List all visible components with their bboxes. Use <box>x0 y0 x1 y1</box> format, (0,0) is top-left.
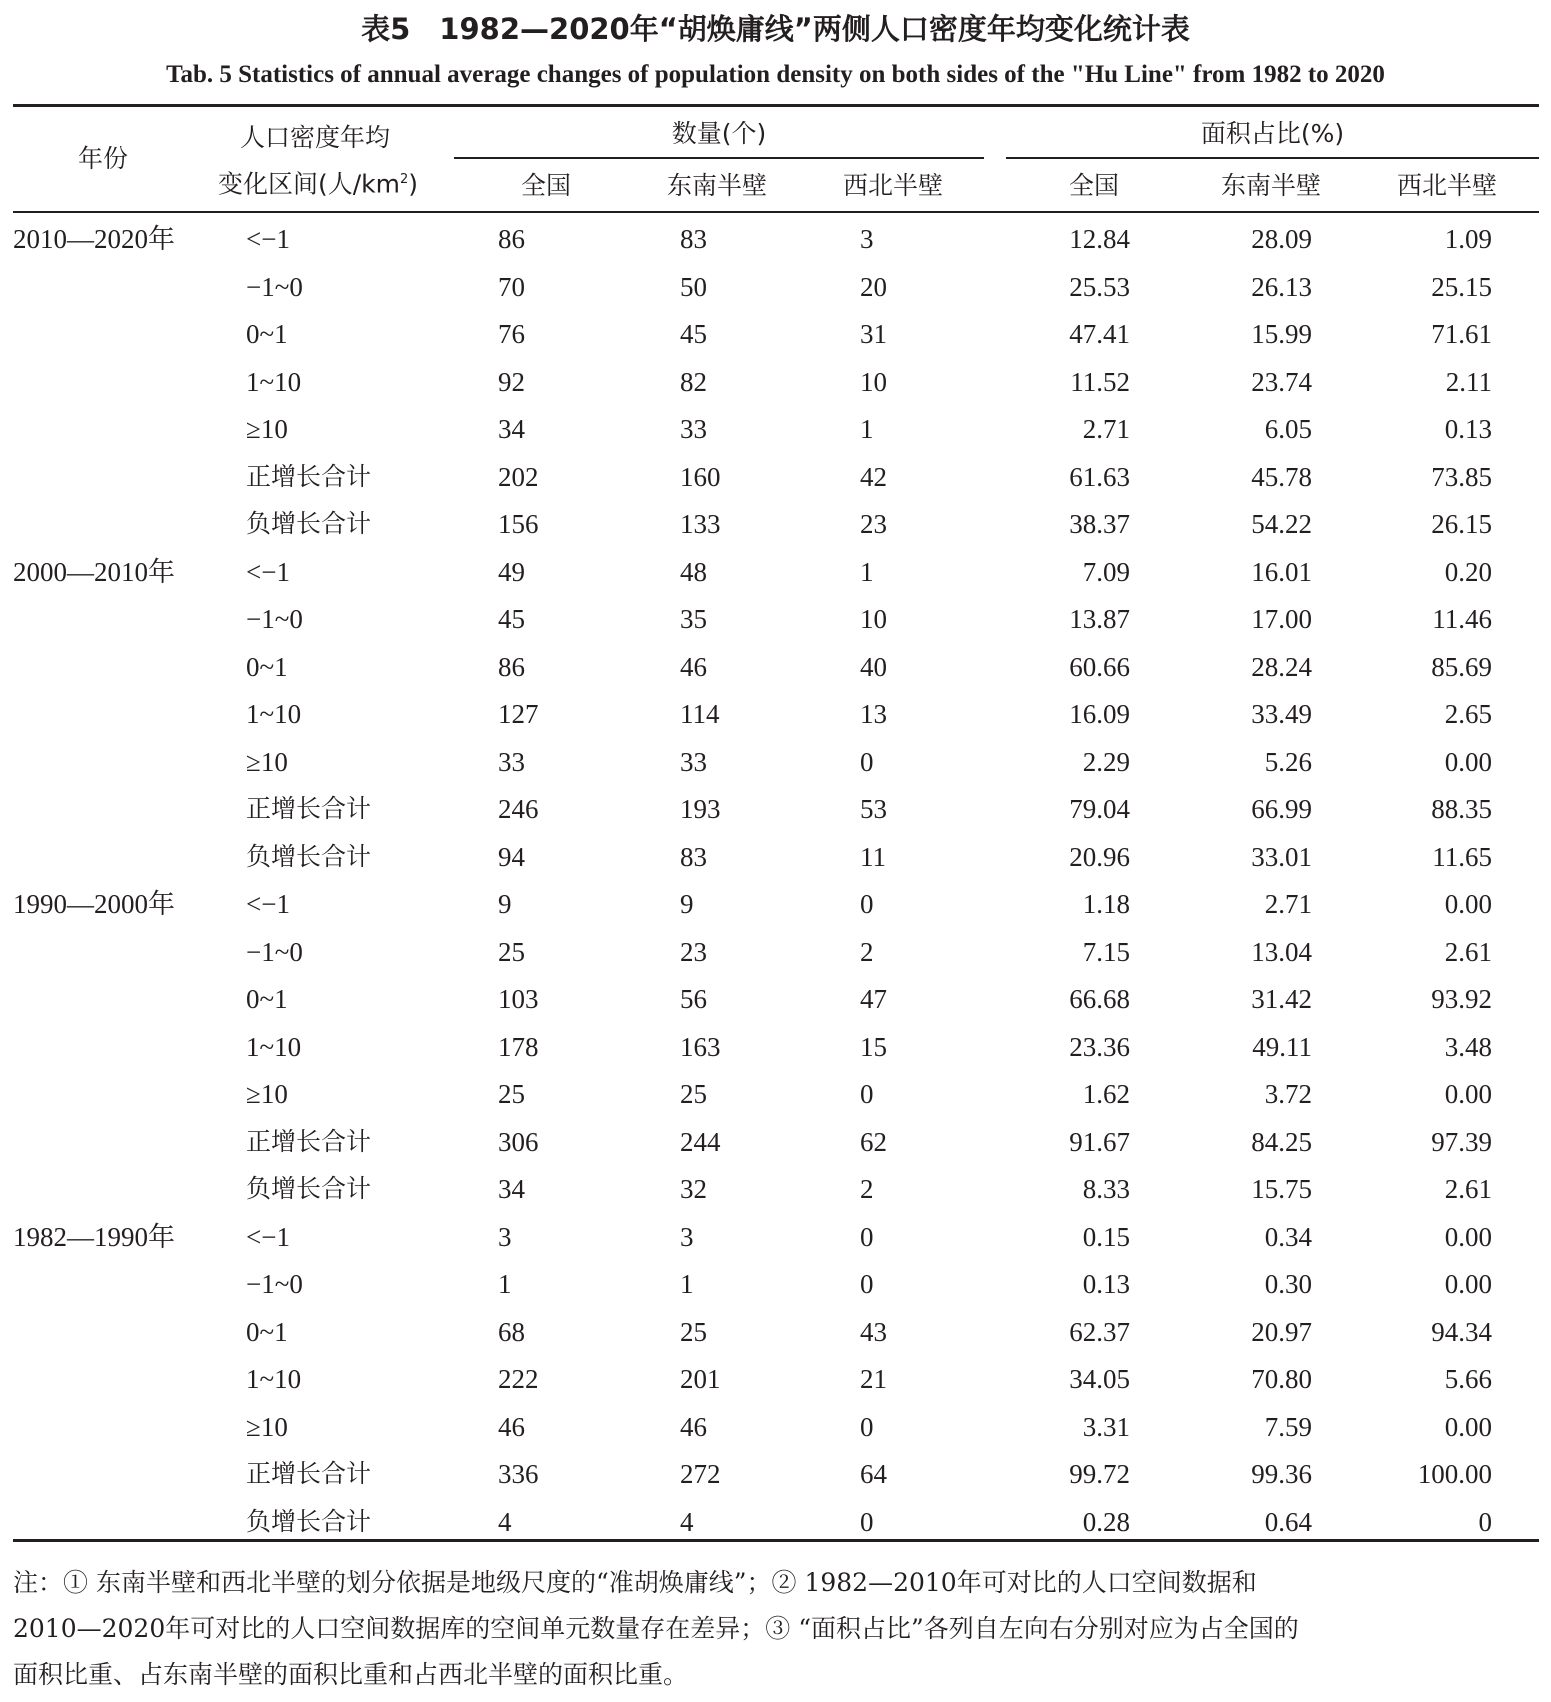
row-value: 2.61 <box>1444 1174 1492 1204</box>
row-value: 160 <box>680 461 721 492</box>
header-interval-text: 变化区间(人/km <box>218 169 401 199</box>
row-interval: 正增长合计 <box>246 1126 372 1156</box>
row-value: 45 <box>498 604 525 634</box>
row-value: 33 <box>680 414 707 444</box>
row-value: 2 <box>860 1174 874 1204</box>
row-value: 66.99 <box>1251 794 1312 824</box>
row-value: 16.09 <box>1069 699 1130 729</box>
row-value: 25 <box>498 1079 525 1109</box>
row-value: 31.42 <box>1251 984 1312 1014</box>
row-value: 28.09 <box>1251 224 1312 254</box>
row-value: 1 <box>860 414 874 444</box>
row-interval: 0~1 <box>246 1316 288 1347</box>
row-value: 4 <box>680 1506 694 1537</box>
row-interval: 1~10 <box>246 1031 302 1062</box>
row-value: 4 <box>498 1506 512 1537</box>
row-value: 64 <box>860 1459 887 1489</box>
note-line-2: 2010—2020年可对比的人口空间数据库的空间单元数量存在差异；③ “面积占比”各列自左向右分别对应为占全国的 <box>13 1614 1299 1643</box>
row-value: 34.05 <box>1069 1364 1130 1394</box>
row-value: 3 <box>860 224 874 254</box>
row-value: 2.65 <box>1444 699 1492 729</box>
row-value: 0.00 <box>1444 1411 1492 1442</box>
row-value: 28.24 <box>1251 651 1312 682</box>
row-interval: −1~0 <box>246 271 303 302</box>
row-value: 26.13 <box>1251 271 1312 302</box>
row-value: 3 <box>498 1221 512 1252</box>
row-value: 127 <box>498 699 539 729</box>
row-value: 97.39 <box>1431 1126 1492 1157</box>
header-sub-area-national: 全国 <box>1068 171 1119 200</box>
row-value: 0.15 <box>1082 1221 1130 1252</box>
row-value: 5.66 <box>1444 1364 1492 1394</box>
row-value: 7.59 <box>1264 1411 1312 1442</box>
row-interval: 0~1 <box>246 319 288 349</box>
row-interval: 负增长合计 <box>246 841 372 871</box>
row-value: 99.36 <box>1251 1459 1312 1489</box>
row-value: 1 <box>680 1269 694 1299</box>
row-value: 25 <box>680 1079 707 1109</box>
row-value: 13.87 <box>1069 604 1130 634</box>
header-interval-close: ) <box>408 169 419 199</box>
row-interval: ≥10 <box>246 746 288 777</box>
row-value: 54.22 <box>1251 509 1312 539</box>
row-value: 11.52 <box>1070 366 1130 397</box>
header-sub-area-northwest: 西北半壁 <box>1396 171 1497 200</box>
row-value: 23.36 <box>1069 1031 1130 1062</box>
row-value: 15 <box>860 1031 887 1062</box>
row-value: 82 <box>680 366 707 397</box>
row-value: 0.13 <box>1444 414 1492 444</box>
row-value: 16.01 <box>1251 556 1312 587</box>
row-value: 94 <box>498 841 525 872</box>
header-sub-area-southeast: 东南半壁 <box>1220 171 1321 200</box>
row-value: 306 <box>498 1126 539 1157</box>
row-value: 33.49 <box>1251 699 1312 729</box>
row-value: 60.66 <box>1069 651 1130 682</box>
row-year: 1982—1990年 <box>13 1221 175 1252</box>
row-value: 85.69 <box>1431 651 1492 682</box>
row-value: 3 <box>680 1221 694 1252</box>
row-value: 25.53 <box>1069 271 1130 302</box>
row-value: 26.15 <box>1431 509 1492 539</box>
row-value: 272 <box>680 1459 721 1489</box>
row-value: 0.00 <box>1444 889 1492 919</box>
row-interval: 1~10 <box>246 1364 302 1394</box>
header-count-group: 数量(个) <box>671 119 767 148</box>
row-value: 1.09 <box>1444 224 1492 254</box>
row-value: 15.99 <box>1251 319 1312 349</box>
row-value: 84.25 <box>1251 1126 1312 1157</box>
row-interval: <−1 <box>246 224 290 254</box>
row-value: 23.74 <box>1251 366 1312 397</box>
row-interval: 0~1 <box>246 984 288 1014</box>
area-group-rule <box>1006 157 1539 159</box>
row-value: 246 <box>498 794 539 824</box>
row-value: 45 <box>680 319 707 349</box>
row-interval: 负增长合计 <box>246 1174 372 1203</box>
row-interval: 负增长合计 <box>246 509 372 538</box>
row-value: 0.64 <box>1264 1506 1312 1537</box>
row-interval: 0~1 <box>246 651 288 682</box>
header-bottom-rule <box>13 211 1539 213</box>
row-year: 1990—2000年 <box>13 889 175 919</box>
row-value: 48 <box>680 556 707 587</box>
row-year: 2010—2020年 <box>13 224 175 254</box>
row-value: 15.75 <box>1251 1174 1312 1204</box>
row-value: 79.04 <box>1069 794 1130 824</box>
row-value: 53 <box>860 794 887 824</box>
row-value: 46 <box>498 1411 525 1442</box>
row-value: 33 <box>498 746 525 777</box>
row-value: 25.15 <box>1431 271 1492 302</box>
row-value: 3.31 <box>1082 1411 1130 1442</box>
row-value: 66.68 <box>1069 984 1130 1014</box>
row-value: 43 <box>860 1316 887 1347</box>
row-value: 70.80 <box>1251 1364 1312 1394</box>
row-value: 46 <box>680 1411 707 1442</box>
header-year: 年份 <box>78 144 129 173</box>
row-value: 0.00 <box>1444 746 1492 777</box>
row-value: 2.11 <box>1445 366 1492 397</box>
row-value: 0 <box>860 1506 874 1537</box>
row-value: 92 <box>498 366 525 397</box>
row-value: 8.33 <box>1082 1174 1130 1204</box>
row-value: 83 <box>680 841 707 872</box>
row-value: 86 <box>498 224 525 254</box>
header-interval-line2 <box>218 160 418 204</box>
row-value: 336 <box>498 1459 539 1489</box>
row-value: 7.09 <box>1082 556 1130 587</box>
row-value: 47 <box>860 984 887 1014</box>
row-value: 1.18 <box>1082 889 1130 919</box>
row-value: 21 <box>860 1364 887 1394</box>
row-value: 62 <box>860 1126 887 1157</box>
row-value: 76 <box>498 319 525 349</box>
row-value: 13 <box>860 699 887 729</box>
row-value: 23 <box>860 509 887 539</box>
row-value: 7.15 <box>1082 936 1130 967</box>
row-value: 9 <box>498 889 512 919</box>
header-sub-count-southeast: 东南半壁 <box>666 171 767 200</box>
row-value: 83 <box>680 224 707 254</box>
note-line-3: 面积比重、占东南半壁的面积比重和占西北半壁的面积比重。 <box>13 1660 689 1689</box>
row-value: 10 <box>860 366 887 397</box>
row-value: 34 <box>498 1174 525 1204</box>
row-value: 10 <box>860 604 887 634</box>
row-value: 23 <box>680 936 707 967</box>
row-value: 0 <box>860 1221 874 1252</box>
row-value: 68 <box>498 1316 525 1347</box>
row-value: 71.61 <box>1431 319 1492 349</box>
row-value: 0 <box>860 889 874 919</box>
row-value: 1.62 <box>1082 1079 1130 1109</box>
row-value: 2.29 <box>1082 746 1130 777</box>
row-value: 88.35 <box>1431 794 1492 824</box>
row-value: 33 <box>680 746 707 777</box>
row-value: 93.92 <box>1431 984 1492 1014</box>
row-value: 3.48 <box>1444 1031 1492 1062</box>
row-value: 42 <box>860 461 887 492</box>
row-interval: ≥10 <box>246 414 288 444</box>
row-value: 9 <box>680 889 694 919</box>
row-value: 178 <box>498 1031 539 1062</box>
row-value: 32 <box>680 1174 707 1204</box>
row-value: 17.00 <box>1251 604 1312 634</box>
row-value: 62.37 <box>1069 1316 1130 1347</box>
row-value: 73.85 <box>1431 461 1492 492</box>
row-value: 193 <box>680 794 721 824</box>
row-year: 2000—2010年 <box>13 556 175 587</box>
row-interval: 1~10 <box>246 699 302 729</box>
row-interval: −1~0 <box>246 936 303 967</box>
row-interval: −1~0 <box>246 604 303 634</box>
row-value: 94.34 <box>1431 1316 1492 1347</box>
row-value: 0.20 <box>1444 556 1492 587</box>
row-value: 103 <box>498 984 539 1014</box>
row-interval: <−1 <box>246 1221 290 1252</box>
row-interval: ≥10 <box>246 1079 288 1109</box>
header-area-group: 面积占比(%) <box>1200 119 1345 148</box>
row-value: 156 <box>498 509 539 539</box>
header-interval-sup: 2 <box>400 172 409 187</box>
row-value: 12.84 <box>1069 224 1130 254</box>
row-value: 70 <box>498 271 525 302</box>
row-value: 222 <box>498 1364 539 1394</box>
row-value: 31 <box>860 319 887 349</box>
row-value: 45.78 <box>1251 461 1312 492</box>
row-value: 202 <box>498 461 539 492</box>
row-value: 11.46 <box>1432 604 1492 634</box>
header-interval-line1: 人口密度年均 <box>240 123 391 152</box>
header-sub-count-national: 全国 <box>520 171 571 200</box>
row-value: 11 <box>860 841 886 872</box>
row-value: 38.37 <box>1069 509 1130 539</box>
header-sub-count-northwest: 西北半壁 <box>842 171 943 200</box>
row-value: 6.05 <box>1264 414 1312 444</box>
row-value: 0 <box>860 1079 874 1109</box>
row-value: 1 <box>860 556 874 587</box>
note-line-1: 注：① 东南半壁和西北半壁的划分依据是地级尺度的“准胡焕庸线”；② 1982—2010年可对比的人口空间数据和 <box>13 1568 1257 1597</box>
row-value: 47.41 <box>1069 319 1130 349</box>
row-value: 35 <box>680 604 707 634</box>
row-value: 0 <box>860 1411 874 1442</box>
table-title-zh: 表5 1982—2020年“胡焕庸线”两侧人口密度年均变化统计表 <box>361 12 1190 46</box>
row-interval: 负增长合计 <box>246 1506 372 1536</box>
row-interval: 正增长合计 <box>246 794 372 823</box>
row-value: 11.65 <box>1432 841 1492 872</box>
row-value: 0 <box>860 1269 874 1299</box>
row-value: 100.00 <box>1417 1459 1492 1489</box>
row-interval: −1~0 <box>246 1269 303 1299</box>
row-value: 244 <box>680 1126 721 1157</box>
row-interval: <−1 <box>246 556 290 587</box>
row-value: 86 <box>498 651 525 682</box>
row-value: 163 <box>680 1031 721 1062</box>
row-value: 20.97 <box>1251 1316 1312 1347</box>
row-value: 13.04 <box>1251 936 1312 967</box>
row-value: 0 <box>860 746 874 777</box>
row-interval: ≥10 <box>246 1411 288 1442</box>
row-value: 46 <box>680 651 707 682</box>
row-interval: 正增长合计 <box>246 461 372 491</box>
row-value: 201 <box>680 1364 721 1394</box>
row-value: 33.01 <box>1251 841 1312 872</box>
row-value: 99.72 <box>1069 1459 1130 1489</box>
table-note <box>13 1560 1539 1698</box>
row-value: 2.71 <box>1082 414 1130 444</box>
row-value: 20 <box>860 271 887 302</box>
row-value: 91.67 <box>1069 1126 1130 1157</box>
row-interval: 正增长合计 <box>246 1459 372 1488</box>
row-value: 0.00 <box>1444 1079 1492 1109</box>
row-value: 0.00 <box>1444 1269 1492 1299</box>
row-value: 50 <box>680 271 707 302</box>
row-value: 0.00 <box>1444 1221 1492 1252</box>
row-value: 49 <box>498 556 525 587</box>
row-value: 1 <box>498 1269 512 1299</box>
row-value: 20.96 <box>1069 841 1130 872</box>
row-value: 40 <box>860 651 887 682</box>
row-value: 25 <box>680 1316 707 1347</box>
row-interval: 1~10 <box>246 366 302 397</box>
row-value: 3.72 <box>1264 1079 1312 1109</box>
row-value: 0.30 <box>1264 1269 1312 1299</box>
row-value: 0.34 <box>1264 1221 1312 1252</box>
row-value: 61.63 <box>1069 461 1130 492</box>
row-value: 34 <box>498 414 525 444</box>
table-title-en: Tab. 5 Statistics of annual average changes of population density on both sides of the "Hu Line" from 1982 to 2020 <box>166 61 1385 88</box>
row-value: 0.13 <box>1082 1269 1130 1299</box>
row-value: 2.71 <box>1264 889 1312 919</box>
top-rule <box>13 104 1539 107</box>
row-value: 49.11 <box>1252 1031 1312 1062</box>
row-value: 5.26 <box>1264 746 1312 777</box>
row-interval: <−1 <box>246 889 290 919</box>
row-value: 0.28 <box>1082 1506 1130 1537</box>
row-value: 133 <box>680 509 721 539</box>
row-value: 2.61 <box>1444 936 1492 967</box>
row-value: 0 <box>1478 1506 1492 1537</box>
row-value: 2 <box>860 936 874 967</box>
row-value: 56 <box>680 984 707 1014</box>
row-value: 25 <box>498 936 525 967</box>
row-value: 114 <box>680 699 720 729</box>
count-group-rule <box>454 157 984 159</box>
